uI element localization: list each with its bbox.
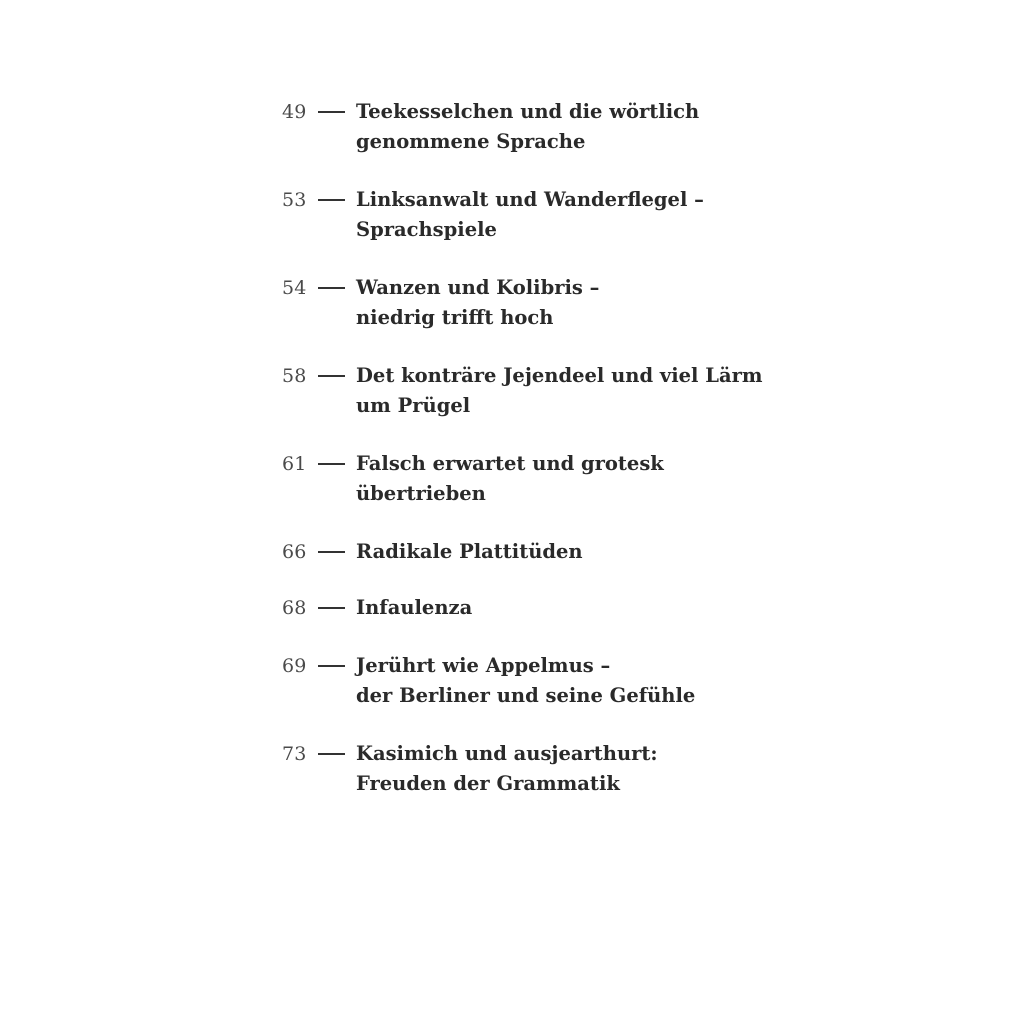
toc-entry[interactable] — [282, 449, 664, 509]
toc-entry[interactable] — [282, 537, 583, 567]
page-number: 49 — [282, 101, 307, 123]
em-dash — [312, 361, 356, 391]
title-line: Radikale Plattitüden — [356, 540, 583, 563]
entry-title — [356, 739, 658, 799]
page-number: 54 — [282, 277, 307, 299]
em-dash — [312, 273, 356, 303]
em-dash — [312, 739, 356, 769]
page-number: 58 — [282, 365, 307, 387]
page-number: 68 — [282, 597, 307, 619]
title-line: übertrieben — [356, 482, 486, 505]
title-line: Falsch erwartet und grotesk — [356, 452, 664, 475]
page-number: 73 — [282, 743, 307, 765]
em-dash — [312, 537, 356, 567]
entry-title — [356, 361, 762, 421]
toc-entry[interactable] — [282, 593, 472, 623]
entry-title — [356, 273, 599, 333]
entry-title — [356, 593, 472, 623]
title-line: niedrig trifft hoch — [356, 306, 554, 329]
page-number: 69 — [282, 655, 307, 677]
title-line: Det konträre Jejendeel und viel Lärm — [356, 364, 763, 387]
entry-title — [356, 97, 699, 157]
em-dash — [312, 97, 356, 127]
entry-title — [356, 449, 664, 509]
title-line: Freuden der Grammatik — [356, 772, 620, 795]
title-line: Linksanwalt und Wanderflegel – — [356, 188, 704, 211]
em-dash — [312, 449, 356, 479]
em-dash — [312, 651, 356, 681]
title-line: Jerührt wie Appelmus – — [356, 654, 611, 677]
title-line: der Berliner und seine Gefühle — [356, 684, 696, 707]
toc-entry[interactable] — [282, 739, 658, 799]
title-line: Sprachspiele — [356, 218, 497, 241]
em-dash — [312, 185, 356, 215]
toc-entry[interactable] — [282, 651, 695, 711]
title-line: Teekesselchen und die wörtlich — [356, 100, 700, 123]
toc-entry[interactable] — [282, 361, 762, 421]
em-dash — [312, 593, 356, 623]
page-number: 61 — [282, 453, 307, 475]
title-line: Kasimich und ausjearthurt: — [356, 742, 658, 765]
page-number: 53 — [282, 189, 307, 211]
entry-title — [356, 185, 704, 245]
title-line: Wanzen und Kolibris – — [356, 276, 600, 299]
toc-entry[interactable] — [282, 185, 704, 245]
toc-entry[interactable] — [282, 273, 599, 333]
entry-title — [356, 651, 695, 711]
title-line: genommene Sprache — [356, 130, 586, 153]
entry-title — [356, 537, 583, 567]
title-line: Infaulenza — [356, 596, 473, 619]
title-line: um Prügel — [356, 394, 471, 417]
toc-entry[interactable] — [282, 97, 699, 157]
page-number: 66 — [282, 541, 307, 563]
